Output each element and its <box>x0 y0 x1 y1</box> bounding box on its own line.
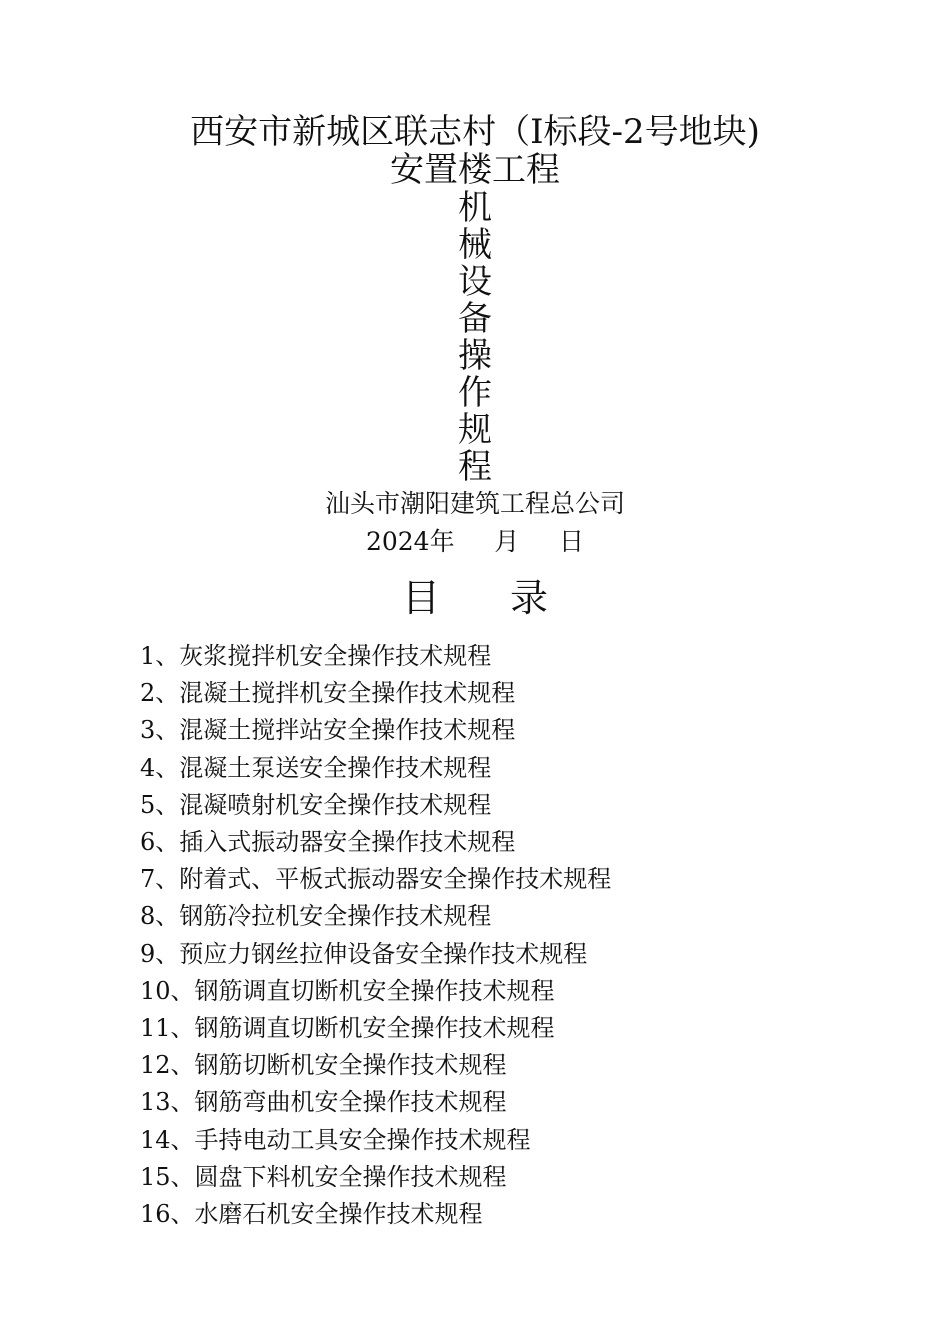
vertical-title-char: 程 <box>458 447 492 487</box>
toc-item: 5、混凝喷射机安全操作技术规程 <box>140 790 492 819</box>
document-date: 2024年 月 日 <box>365 527 585 556</box>
toc-item: 13、钢筋弯曲机安全操作技术规程 <box>140 1088 507 1117</box>
toc-item: 3、混凝土搅拌站安全操作技术规程 <box>140 716 516 745</box>
vertical-title-char: 设 <box>458 262 492 302</box>
toc-item: 2、混凝土搅拌机安全操作技术规程 <box>140 679 516 708</box>
project-title-line-2: 安置楼工程 <box>390 150 560 190</box>
vertical-title-char: 械 <box>458 225 492 265</box>
toc-heading: 目录 <box>401 576 618 620</box>
toc-item: 15、圆盘下料机安全操作技术规程 <box>140 1162 507 1191</box>
toc-item: 1、灰浆搅拌机安全操作技术规程 <box>140 642 492 670</box>
vertical-title-char: 备 <box>458 299 492 339</box>
toc-item: 12、钢筋切断机安全操作技术规程 <box>140 1051 507 1080</box>
vertical-title-char: 操 <box>458 336 492 376</box>
toc-item: 9、预应力钢丝拉伸设备安全操作技术规程 <box>140 939 588 968</box>
project-title-line-1: 西安市新城区联志村（Ⅰ标段-2号地块) <box>190 112 760 152</box>
company-name: 汕头市潮阳建筑工程总公司 <box>324 489 625 518</box>
toc-item: 10、钢筋调直切断机安全操作技术规程 <box>140 976 555 1005</box>
toc-item: 8、钢筋冷拉机安全操作技术规程 <box>140 902 492 931</box>
toc-item: 4、混凝土泵送安全操作技术规程 <box>140 753 492 782</box>
vertical-title-char: 规 <box>458 410 492 450</box>
toc-item: 16、水磨石机安全操作技术规程 <box>140 1200 483 1229</box>
vertical-title-char: 作 <box>458 373 492 413</box>
toc-item: 11、钢筋调直切断机安全操作技术规程 <box>140 1014 555 1043</box>
toc-item: 7、附着式、平板式振动器安全操作技术规程 <box>140 865 612 894</box>
vertical-title-char: 机 <box>458 188 492 228</box>
toc-item: 14、手持电动工具安全操作技术规程 <box>140 1125 531 1154</box>
toc-item: 6、插入式振动器安全操作技术规程 <box>140 828 516 857</box>
table-of-contents <box>140 638 840 1233</box>
